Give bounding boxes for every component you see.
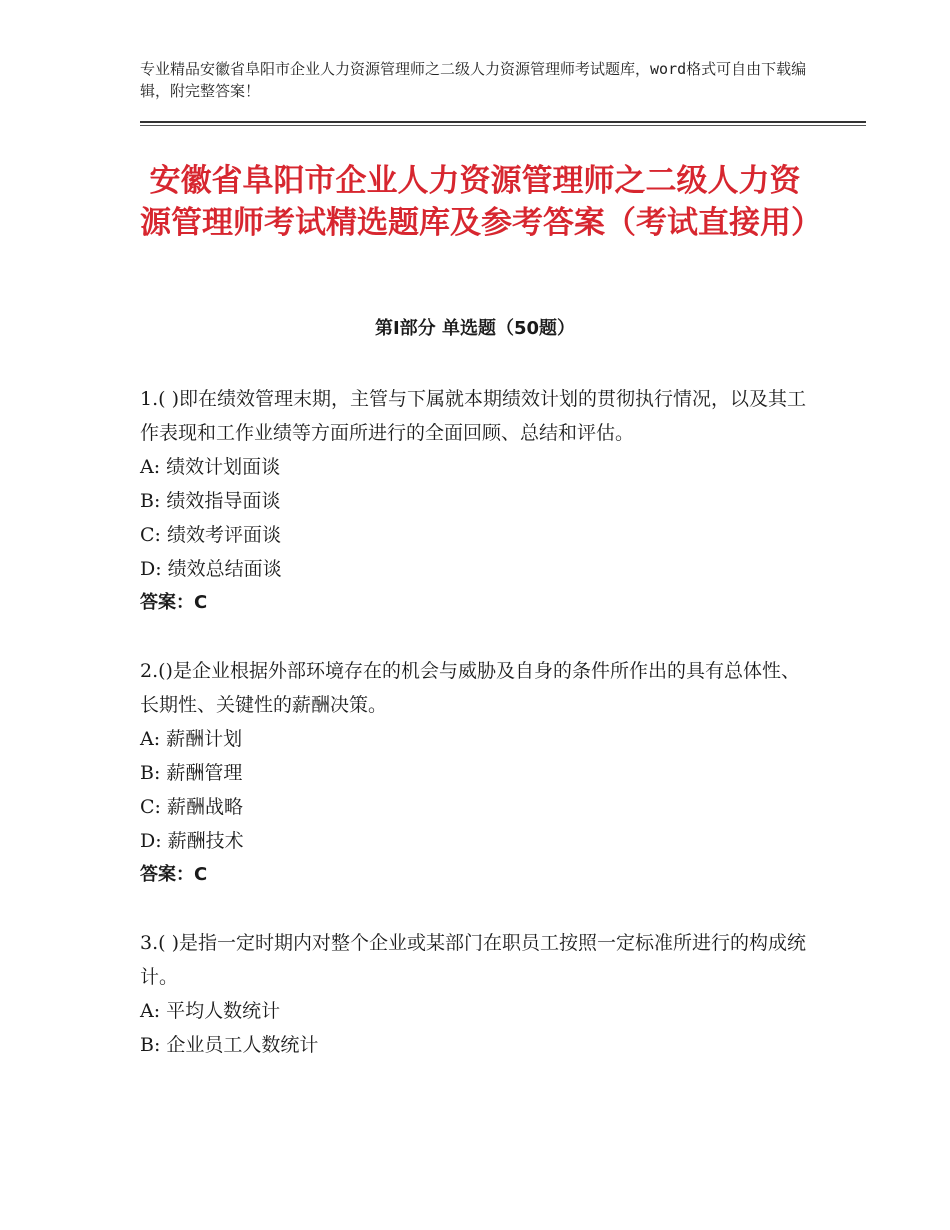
option-d: D: 薪酬技术 [140,830,244,852]
document-title: 安徽省阜阳市企业人力资源管理师之二级人力资源管理师考试精选题库及参考答案（考试直接用） [140,163,822,241]
header-divider-thin [140,125,866,126]
question-2 [140,654,810,892]
option-c: C: 绩效考评面谈 [140,524,281,546]
answer: 答案：C [140,592,208,613]
option-a: A: 薪酬计划 [140,728,243,750]
option-b: B: 薪酬管理 [140,762,243,784]
option-d: D: 绩效总结面谈 [140,558,282,580]
question-list [140,382,810,1096]
option-b: B: 企业员工人数统计 [140,1034,319,1056]
question-stem: 3.( )是指一定时期内对整个企业或某部门在职员工按照一定标准所进行的构成统计。 [140,932,806,988]
question-stem: 1.( )即在绩效管理末期，主管与下属就本期绩效计划的贯彻执行情况，以及其工作表现和工作业绩等方面所进行的全面回顾、总结和评估。 [140,388,806,444]
option-a: A: 绩效计划面谈 [140,456,281,478]
question-1 [140,382,810,620]
question-3 [140,926,810,1062]
option-c: C: 薪酬战略 [140,796,243,818]
option-a: A: 平均人数统计 [140,1000,281,1022]
answer: 答案：C [140,864,208,885]
option-b: B: 绩效指导面谈 [140,490,281,512]
question-stem: 2.()是企业根据外部环境存在的机会与威胁及自身的条件所作出的具有总体性、长期性、关键性的薪酬决策。 [140,660,800,716]
section-title: 第Ⅰ部分 单选题（50题） [374,318,575,339]
header-note: 专业精品安徽省阜阳市企业人力资源管理师之二级人力资源管理师考试题库，word格式可自由下载编辑，附完整答案！ [140,60,807,100]
header-divider-thick [140,121,866,123]
